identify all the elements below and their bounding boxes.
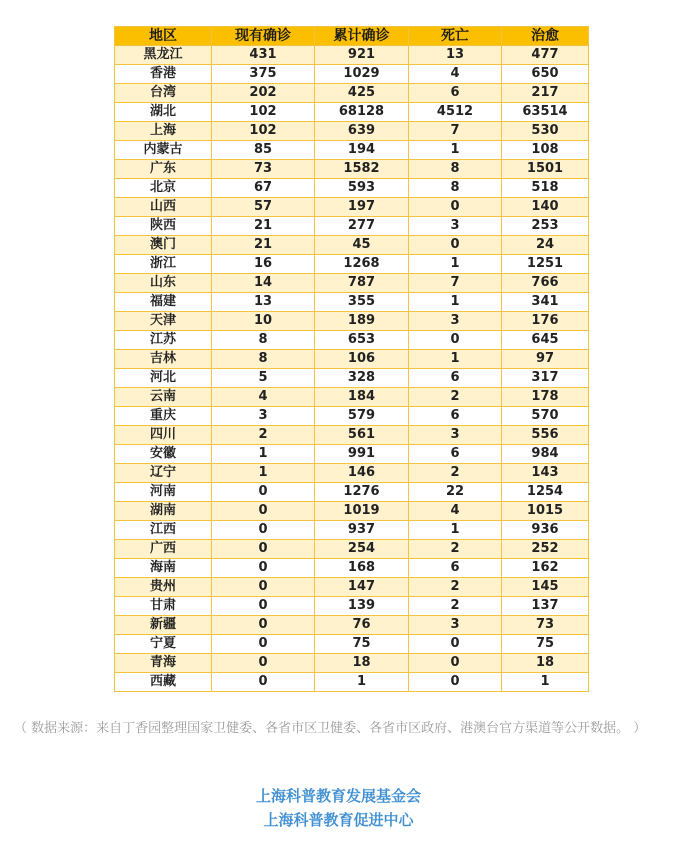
table-row [115, 103, 589, 122]
table-row [115, 217, 589, 236]
cell-recovered: 1 [502, 673, 589, 692]
header-recovered: 治愈 [502, 27, 589, 46]
cell-total-confirmed: 328 [315, 369, 409, 388]
cell-region: 河北 [115, 369, 212, 388]
cell-recovered: 162 [502, 559, 589, 578]
cell-deaths: 0 [409, 236, 502, 255]
cell-total-confirmed: 68128 [315, 103, 409, 122]
cell-region: 内蒙古 [115, 141, 212, 160]
cell-recovered: 1254 [502, 483, 589, 502]
cell-deaths: 1 [409, 141, 502, 160]
cell-deaths: 6 [409, 84, 502, 103]
table-row [115, 502, 589, 521]
cell-recovered: 75 [502, 635, 589, 654]
covid-stats-table [114, 26, 589, 692]
table-row [115, 445, 589, 464]
cell-deaths: 4 [409, 65, 502, 84]
cell-region: 浙江 [115, 255, 212, 274]
cell-recovered: 217 [502, 84, 589, 103]
cell-region: 台湾 [115, 84, 212, 103]
cell-region: 安徽 [115, 445, 212, 464]
cell-current-confirmed: 21 [212, 236, 315, 255]
cell-current-confirmed: 4 [212, 388, 315, 407]
cell-total-confirmed: 1276 [315, 483, 409, 502]
cell-region: 辽宁 [115, 464, 212, 483]
cell-recovered: 253 [502, 217, 589, 236]
cell-total-confirmed: 1582 [315, 160, 409, 179]
cell-deaths: 1 [409, 521, 502, 540]
cell-deaths: 0 [409, 654, 502, 673]
cell-recovered: 140 [502, 198, 589, 217]
cell-region: 吉林 [115, 350, 212, 369]
table-row [115, 578, 589, 597]
cell-recovered: 766 [502, 274, 589, 293]
cell-deaths: 2 [409, 388, 502, 407]
cell-total-confirmed: 355 [315, 293, 409, 312]
cell-total-confirmed: 146 [315, 464, 409, 483]
table-row [115, 616, 589, 635]
cell-deaths: 7 [409, 122, 502, 141]
table-row [115, 236, 589, 255]
cell-current-confirmed: 102 [212, 122, 315, 141]
cell-deaths: 4 [409, 502, 502, 521]
header-region: 地区 [115, 27, 212, 46]
cell-total-confirmed: 579 [315, 407, 409, 426]
cell-recovered: 176 [502, 312, 589, 331]
cell-total-confirmed: 189 [315, 312, 409, 331]
cell-region: 海南 [115, 559, 212, 578]
cell-region: 湖南 [115, 502, 212, 521]
cell-deaths: 6 [409, 407, 502, 426]
cell-total-confirmed: 1029 [315, 65, 409, 84]
cell-current-confirmed: 1 [212, 445, 315, 464]
cell-deaths: 0 [409, 331, 502, 350]
cell-total-confirmed: 184 [315, 388, 409, 407]
cell-current-confirmed: 8 [212, 331, 315, 350]
cell-current-confirmed: 16 [212, 255, 315, 274]
cell-deaths: 8 [409, 160, 502, 179]
footer [0, 784, 677, 832]
cell-current-confirmed: 14 [212, 274, 315, 293]
header-total-confirmed: 累计确诊 [315, 27, 409, 46]
table-row [115, 160, 589, 179]
cell-recovered: 1251 [502, 255, 589, 274]
cell-region: 上海 [115, 122, 212, 141]
cell-region: 云南 [115, 388, 212, 407]
cell-deaths: 3 [409, 616, 502, 635]
cell-total-confirmed: 937 [315, 521, 409, 540]
cell-total-confirmed: 1 [315, 673, 409, 692]
cell-deaths: 1 [409, 293, 502, 312]
cell-region: 山东 [115, 274, 212, 293]
table-row [115, 274, 589, 293]
cell-recovered: 984 [502, 445, 589, 464]
cell-recovered: 63514 [502, 103, 589, 122]
cell-recovered: 108 [502, 141, 589, 160]
cell-deaths: 0 [409, 673, 502, 692]
table-row [115, 122, 589, 141]
cell-total-confirmed: 787 [315, 274, 409, 293]
cell-deaths: 6 [409, 369, 502, 388]
cell-total-confirmed: 76 [315, 616, 409, 635]
cell-region: 黑龙江 [115, 46, 212, 65]
cell-recovered: 178 [502, 388, 589, 407]
cell-total-confirmed: 168 [315, 559, 409, 578]
cell-region: 江西 [115, 521, 212, 540]
cell-current-confirmed: 73 [212, 160, 315, 179]
table-row [115, 635, 589, 654]
cell-current-confirmed: 0 [212, 559, 315, 578]
table-row [115, 141, 589, 160]
cell-current-confirmed: 0 [212, 635, 315, 654]
header-current-confirmed: 现有确诊 [212, 27, 315, 46]
cell-deaths: 0 [409, 635, 502, 654]
cell-region: 四川 [115, 426, 212, 445]
cell-current-confirmed: 0 [212, 578, 315, 597]
table-row [115, 179, 589, 198]
cell-current-confirmed: 3 [212, 407, 315, 426]
cell-deaths: 6 [409, 559, 502, 578]
cell-current-confirmed: 67 [212, 179, 315, 198]
cell-region: 澳门 [115, 236, 212, 255]
cell-region: 陕西 [115, 217, 212, 236]
cell-recovered: 145 [502, 578, 589, 597]
cell-total-confirmed: 639 [315, 122, 409, 141]
table-row [115, 521, 589, 540]
cell-region: 湖北 [115, 103, 212, 122]
cell-recovered: 530 [502, 122, 589, 141]
cell-current-confirmed: 2 [212, 426, 315, 445]
cell-deaths: 1 [409, 255, 502, 274]
table-row [115, 84, 589, 103]
cell-total-confirmed: 1268 [315, 255, 409, 274]
cell-recovered: 936 [502, 521, 589, 540]
cell-total-confirmed: 653 [315, 331, 409, 350]
cell-total-confirmed: 197 [315, 198, 409, 217]
table-row [115, 312, 589, 331]
cell-current-confirmed: 202 [212, 84, 315, 103]
cell-region: 天津 [115, 312, 212, 331]
cell-total-confirmed: 147 [315, 578, 409, 597]
cell-total-confirmed: 45 [315, 236, 409, 255]
cell-region: 宁夏 [115, 635, 212, 654]
cell-recovered: 24 [502, 236, 589, 255]
table-row [115, 407, 589, 426]
cell-current-confirmed: 13 [212, 293, 315, 312]
cell-total-confirmed: 1019 [315, 502, 409, 521]
table-body [115, 46, 589, 692]
table-row [115, 426, 589, 445]
cell-region: 香港 [115, 65, 212, 84]
cell-recovered: 317 [502, 369, 589, 388]
cell-region: 重庆 [115, 407, 212, 426]
cell-total-confirmed: 75 [315, 635, 409, 654]
cell-current-confirmed: 431 [212, 46, 315, 65]
cell-region: 西藏 [115, 673, 212, 692]
cell-recovered: 143 [502, 464, 589, 483]
cell-current-confirmed: 0 [212, 502, 315, 521]
cell-deaths: 3 [409, 312, 502, 331]
footer-org-foundation: 上海科普教育发展基金会 [255, 787, 421, 805]
table-row [115, 369, 589, 388]
table-row [115, 654, 589, 673]
cell-current-confirmed: 0 [212, 483, 315, 502]
cell-current-confirmed: 21 [212, 217, 315, 236]
cell-recovered: 1501 [502, 160, 589, 179]
cell-recovered: 73 [502, 616, 589, 635]
table-row [115, 65, 589, 84]
cell-region: 贵州 [115, 578, 212, 597]
cell-current-confirmed: 8 [212, 350, 315, 369]
cell-recovered: 1015 [502, 502, 589, 521]
table-row [115, 46, 589, 65]
table-header-row [115, 27, 589, 46]
cell-current-confirmed: 0 [212, 540, 315, 559]
cell-current-confirmed: 1 [212, 464, 315, 483]
table-row [115, 540, 589, 559]
cell-deaths: 4512 [409, 103, 502, 122]
footer-org-center: 上海科普教育促进中心 [263, 811, 414, 829]
table-row [115, 559, 589, 578]
cell-recovered: 570 [502, 407, 589, 426]
cell-recovered: 97 [502, 350, 589, 369]
cell-region: 江苏 [115, 331, 212, 350]
cell-deaths: 3 [409, 426, 502, 445]
cell-deaths: 2 [409, 578, 502, 597]
data-source-note: （ 数据来源：来自丁香园整理国家卫健委、各省市区卫健委、各省市区政府、港澳台官方渠道等公开数据。 ） [14, 721, 647, 736]
cell-deaths: 22 [409, 483, 502, 502]
cell-current-confirmed: 0 [212, 654, 315, 673]
cell-total-confirmed: 277 [315, 217, 409, 236]
table-row [115, 293, 589, 312]
cell-current-confirmed: 0 [212, 521, 315, 540]
header-deaths: 死亡 [409, 27, 502, 46]
cell-region: 福建 [115, 293, 212, 312]
cell-deaths: 7 [409, 274, 502, 293]
table-row [115, 255, 589, 274]
cell-deaths: 3 [409, 217, 502, 236]
cell-region: 河南 [115, 483, 212, 502]
cell-deaths: 2 [409, 464, 502, 483]
cell-current-confirmed: 375 [212, 65, 315, 84]
cell-total-confirmed: 139 [315, 597, 409, 616]
cell-total-confirmed: 18 [315, 654, 409, 673]
cell-current-confirmed: 5 [212, 369, 315, 388]
cell-total-confirmed: 106 [315, 350, 409, 369]
cell-total-confirmed: 425 [315, 84, 409, 103]
cell-recovered: 556 [502, 426, 589, 445]
table-row [115, 483, 589, 502]
table-row [115, 331, 589, 350]
cell-region: 山西 [115, 198, 212, 217]
cell-current-confirmed: 0 [212, 616, 315, 635]
cell-current-confirmed: 102 [212, 103, 315, 122]
table-row [115, 673, 589, 692]
cell-recovered: 518 [502, 179, 589, 198]
cell-deaths: 6 [409, 445, 502, 464]
cell-current-confirmed: 10 [212, 312, 315, 331]
cell-total-confirmed: 254 [315, 540, 409, 559]
cell-recovered: 341 [502, 293, 589, 312]
cell-current-confirmed: 0 [212, 673, 315, 692]
table-row [115, 597, 589, 616]
table-row [115, 388, 589, 407]
cell-deaths: 8 [409, 179, 502, 198]
cell-region: 甘肃 [115, 597, 212, 616]
cell-deaths: 1 [409, 350, 502, 369]
table-row [115, 464, 589, 483]
cell-region: 广东 [115, 160, 212, 179]
cell-total-confirmed: 593 [315, 179, 409, 198]
cell-recovered: 650 [502, 65, 589, 84]
table-row [115, 198, 589, 217]
cell-recovered: 645 [502, 331, 589, 350]
cell-region: 广西 [115, 540, 212, 559]
cell-current-confirmed: 0 [212, 597, 315, 616]
cell-recovered: 477 [502, 46, 589, 65]
cell-deaths: 13 [409, 46, 502, 65]
cell-total-confirmed: 921 [315, 46, 409, 65]
cell-total-confirmed: 991 [315, 445, 409, 464]
cell-deaths: 2 [409, 540, 502, 559]
cell-recovered: 252 [502, 540, 589, 559]
cell-region: 北京 [115, 179, 212, 198]
cell-current-confirmed: 85 [212, 141, 315, 160]
cell-recovered: 137 [502, 597, 589, 616]
cell-region: 青海 [115, 654, 212, 673]
cell-total-confirmed: 194 [315, 141, 409, 160]
cell-deaths: 2 [409, 597, 502, 616]
cell-region: 新疆 [115, 616, 212, 635]
cell-deaths: 0 [409, 198, 502, 217]
cell-current-confirmed: 57 [212, 198, 315, 217]
cell-recovered: 18 [502, 654, 589, 673]
table-row [115, 350, 589, 369]
cell-total-confirmed: 561 [315, 426, 409, 445]
